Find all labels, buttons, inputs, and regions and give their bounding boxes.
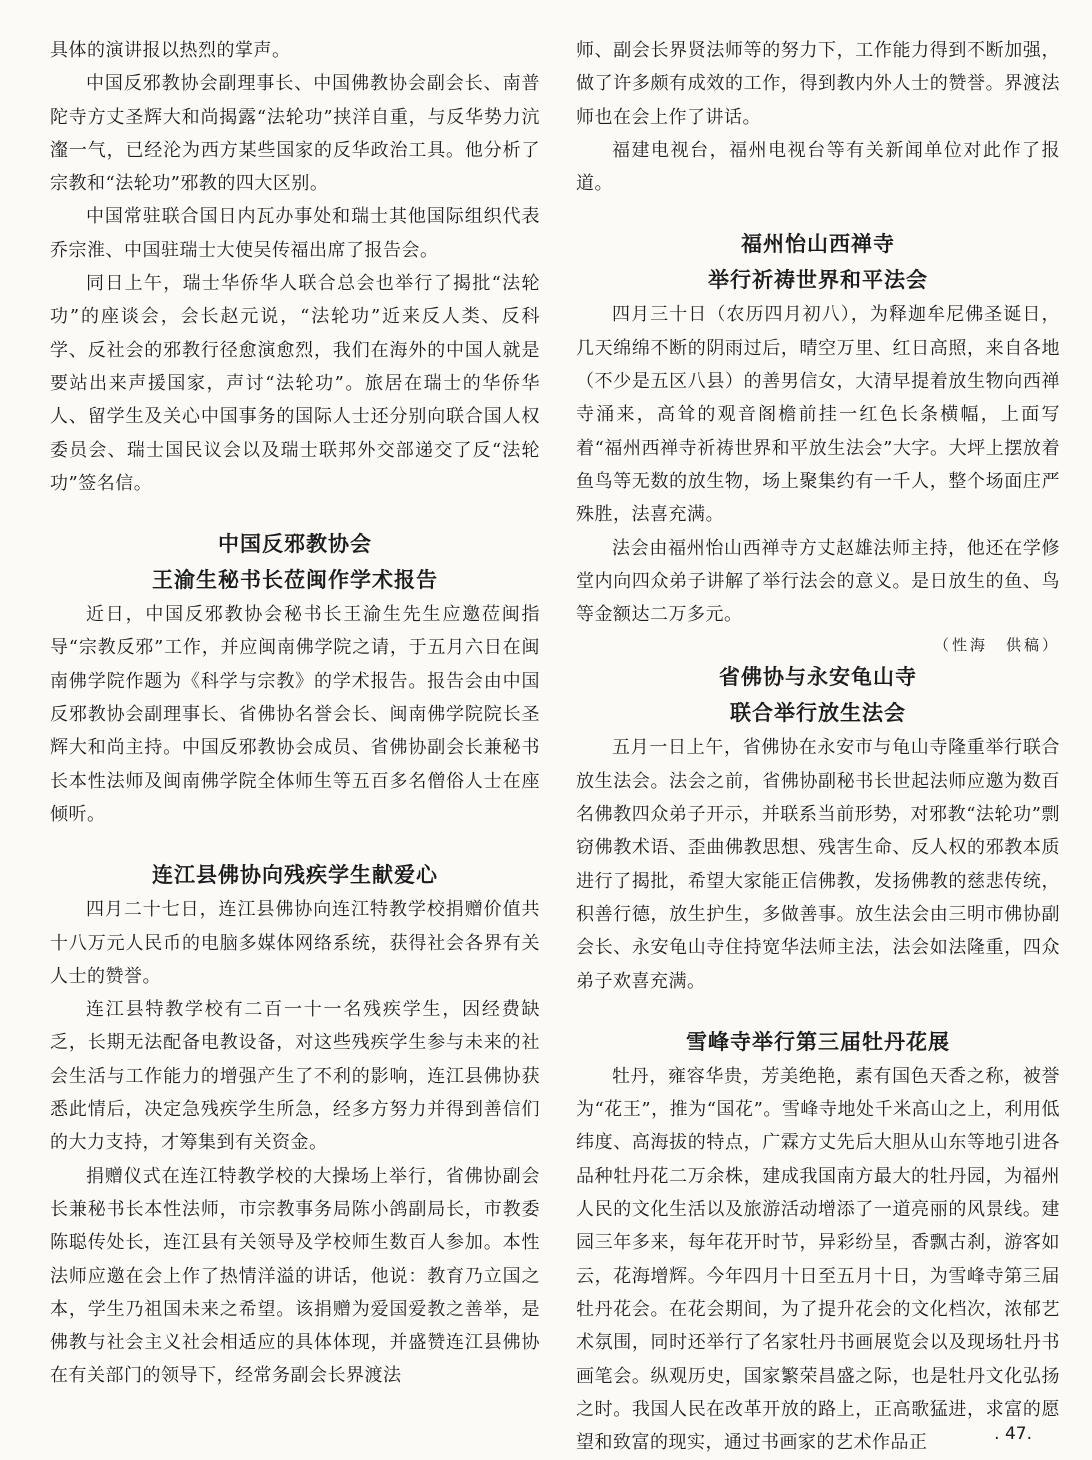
- page-number: . 47.: [994, 1424, 1032, 1444]
- paragraph: 四月三十日（农历四月初八），为释迦牟尼佛圣诞日，几天绵绵不断的阴雨过后，晴空万里、红日高照，来自各地（不少是五区八县）的善男信女，大清早提着放生物向西禅寺涌来，高耸的观音阁檐前挂一红色长条横幅，上面写着“福州西禅寺祈祷世界和平放生法会”大字。大坪上摆放着鱼鸟等无数的放生物，场上聚集约有一千人，整个场面庄严殊胜，法喜充满。: [576, 304, 1060, 526]
- right-column: [576, 34, 1060, 1459]
- paragraph: 师、副会长界贤法师等的努力下，工作能力得到不断加强，做了许多颇有成效的工作，得到教内外人士的赞誉。界渡法师也在会上作了讲话。: [576, 40, 1060, 128]
- paragraph: 连江县特教学校有二百一十一名残疾学生，因经费缺乏，长期无法配备电教设备，对这些残疾学生参与未来的社会生活与工作能力的增强产生了不利的影响，连江县佛协获悉此情后，决定急残疾学生所急，经多方努力并得到善信们的大力支持，才筹集到有关资金。: [50, 999, 540, 1154]
- credit-line: （性海 供稿）: [933, 636, 1060, 655]
- paragraph: 法会由福州怡山西禅寺方丈赵雄法师主持，他还在学修堂内向四众弟子讲解了举行法会的意义。是日放生的鱼、鸟等金额达二万多元。: [576, 537, 1060, 626]
- paragraph: 福建电视台，福州电视台等有关新闻单位对此作了报道。: [576, 139, 1060, 195]
- paragraph: 近日，中国反邪教协会秘书长王渝生先生应邀莅闽指导“宗教反邪”工作，并应闽南佛学院之请，于五月六日在闽南佛学院作题为《科学与宗教》的学术报告。报告会由中国反邪教协会副理事长、省佛协名誉会长、闽南佛学院院长圣辉大和尚主持。中国反邪教协会成员、省佛协副会长兼秘书长本性法师及闽南佛学院全体师生等五百多名僧俗人士在座倾听。: [50, 604, 540, 825]
- article-title: 联合举行放生法会: [730, 701, 906, 726]
- article-title: 王渝生秘书长莅闽作学术报告: [152, 568, 438, 593]
- paragraph: 捐赠仪式在连江特教学校的大操场上举行，省佛协副会长兼秘书长本性法师，市宗教事务局陈小鸽副局长，市教委陈聪传处长，连江县有关领导及学校师生数百人参加。本性法师应邀在会上作了热情洋溢的讲话，他说：教育乃立国之本，学生乃祖国未来之希望。该捐赠为爱国爱教之善举，是佛教与社会主义社会相适应的具体体现，并盛赞连江县佛协在有关部门的领导下，经常务副会长界渡法: [50, 1165, 540, 1387]
- article-title: 中国反邪教协会: [218, 532, 372, 557]
- left-column: [50, 34, 540, 1393]
- paragraph: 牡丹，雍容华贵，芳美绝艳，素有国色天香之称，被誉为“花王”，推为“国花”。雪峰寺地处千米高山之上，利用低纬度、高海拔的特点，广霖方丈先后大胆从山东等地引进各品种牡丹花二万余株，建成我国南方最大的牡丹园，为福州人民的文化生活以及旅游活动增添了一道亮丽的风景线。建园三年多来，每年花开时节，异彩纷呈，香飘古刹，游客如云，花海增辉。今年四月十日至五月十日，为雪峰寺第三届牡丹花会。在花会期间，为了提升花会的文化档次，浓郁艺术氛围，同时还举行了名家牡丹书画展览会以及现场牡丹书画笔会。纵观历史，国家繁荣昌盛之际，也是牡丹文化弘扬之时。我国人民在改革开放的路上，正高歌猛进，求富的愿望和致富的现实，通过书画家的艺术作品正: [576, 1065, 1060, 1454]
- paragraph: 中国常驻联合国日内瓦办事处和瑞士其他国际组织代表乔宗淮、中国驻瑞士大使吴传福出席了报告会。: [50, 206, 540, 261]
- paragraph: 具体的演讲报以热烈的掌声。: [50, 40, 291, 61]
- paragraph: 中国反邪教协会副理事长、中国佛教协会副会长、南普陀寺方丈圣辉大和尚揭露“法轮功”挟洋自重，与反华势力沆瀣一气，已经沦为西方某些国家的反华政治工具。他分析了宗教和“法轮功”邪教的四大区别。: [50, 73, 540, 195]
- paragraph: 同日上午，瑞士华侨华人联合总会也举行了揭批“法轮功”的座谈会，会长赵元说，“法轮功”近来反人类、反科学、反社会的邪教行径愈演愈烈，我们在海外的中国人就是要站出来声援国家，声讨“法轮功”。旅居在瑞士的华侨华人、留学生及关心中国事务的国际人士还分别向联合国人权委员会、瑞士国民议会以及瑞士联邦外交部递交了反“法轮功”签名信。: [50, 273, 540, 494]
- article-title: 省佛协与永安龟山寺: [719, 665, 917, 690]
- paragraph: 四月二十七日，连江县佛协向连江特教学校捐赠价值共十八万元人民币的电脑多媒体网络系统，获得社会各界有关人士的赞誉。: [50, 899, 540, 987]
- article-title: 雪峰寺举行第三届牡丹花展: [686, 1029, 950, 1054]
- paragraph: 五月一日上午，省佛协在永安市与龟山寺隆重举行联合放生法会。法会之前，省佛协副秘书长世起法师应邀为数百名佛教四众弟子开示，并联系当前形势，对邪教“法轮功”剽窃佛教术语、歪曲佛教思想、残害生命、反人权的邪教本质进行了揭批，希望大家能正信佛教，发扬佛教的慈悲传统，积善行德，放生护生，多做善事。放生法会由三明市佛协副会长、永安龟山寺住持宽华法师主法，法会如法隆重，四众弟子欢喜充满。: [576, 737, 1060, 992]
- article-title: 福州怡山西禅寺: [741, 232, 895, 257]
- article-title: 举行祈祷世界和平法会: [708, 268, 928, 293]
- article-title: 连江县佛协向残疾学生献爱心: [152, 863, 438, 888]
